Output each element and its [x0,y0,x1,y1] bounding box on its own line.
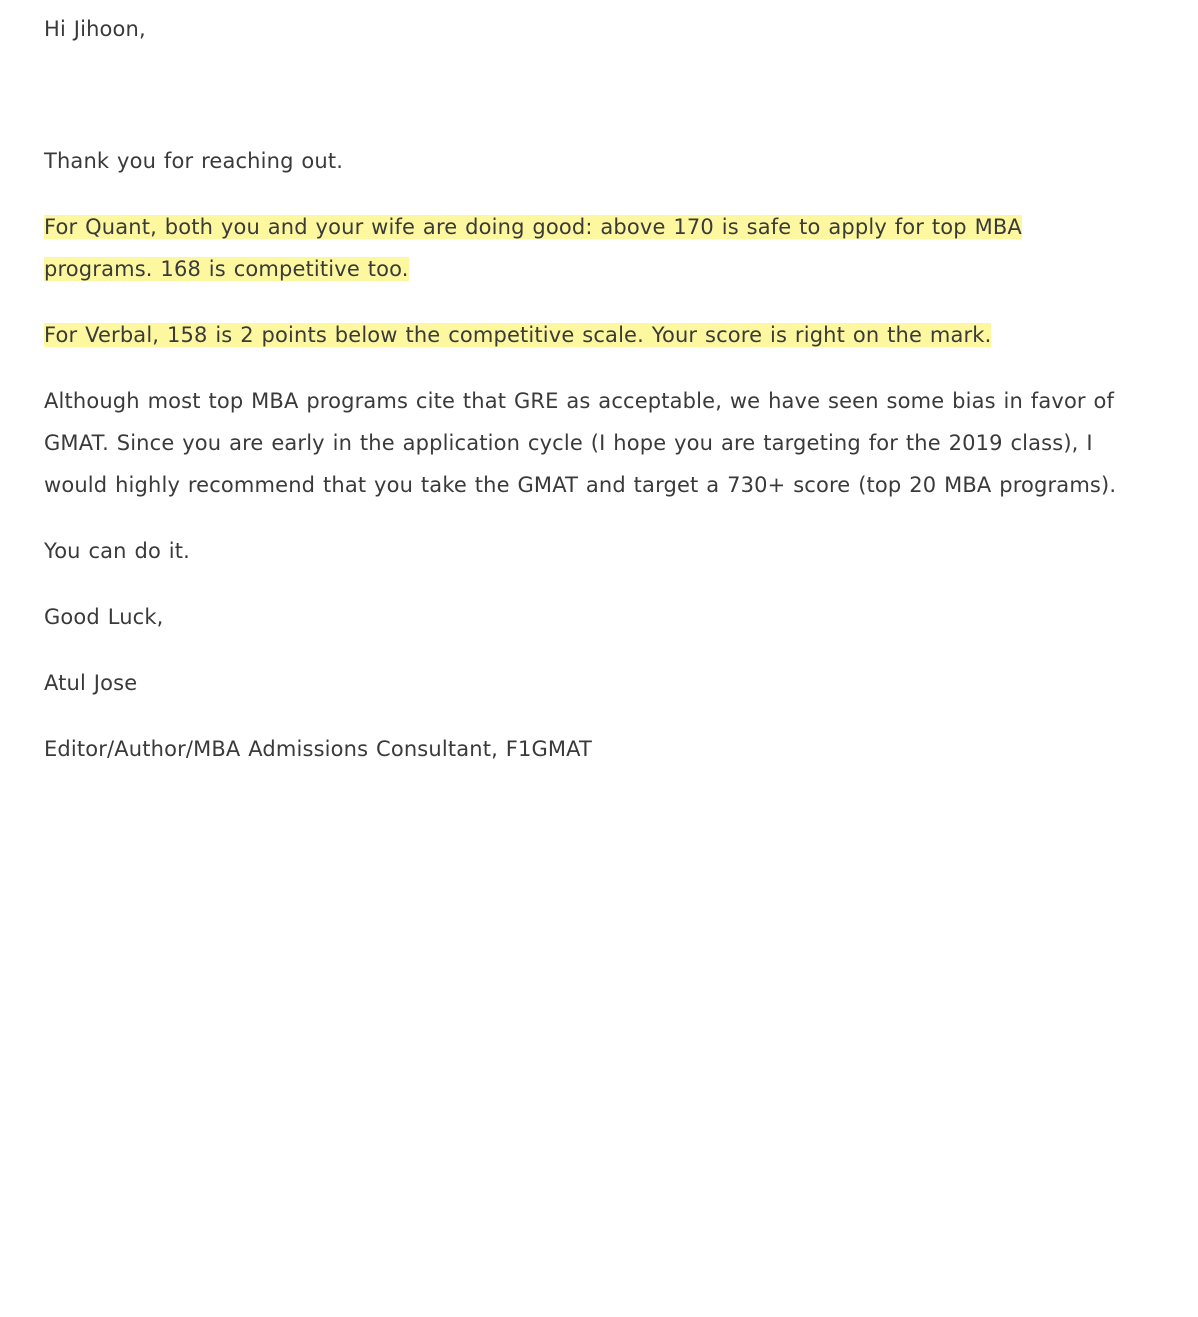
verbal-paragraph [44,314,991,356]
highlighted-text: For Verbal, 158 is 2 points below the competitive scale. Your score is right on the mark. [44,323,992,347]
quant-paragraph-line-1 [44,206,1022,248]
greeting: Hi Jihoon, [44,17,146,41]
highlighted-text: programs. 168 is competitive too. [44,257,409,281]
closing: Good Luck, [44,605,164,629]
thanks-paragraph: Thank you for reaching out. [44,149,344,173]
encouragement-paragraph: You can do it. [44,539,190,563]
advice-paragraph-line-2: GMAT. Since you are early in the application cycle (I hope you are targeting for the 2019 class), I [44,431,1093,455]
advice-paragraph-line-3: would highly recommend that you take the GMAT and target a 730+ score (top 20 MBA programs). [44,473,1117,497]
signature-name: Atul Jose [44,671,138,695]
quant-paragraph-line-2 [44,248,409,290]
signature-title: Editor/Author/MBA Admissions Consultant, F1GMAT [44,737,593,761]
advice-paragraph-line-1: Although most top MBA programs cite that GRE as acceptable, we have seen some bias in favor of [44,389,1115,413]
highlighted-text: For Quant, both you and your wife are doing good: above 170 is safe to apply for top MBA [44,215,1022,239]
